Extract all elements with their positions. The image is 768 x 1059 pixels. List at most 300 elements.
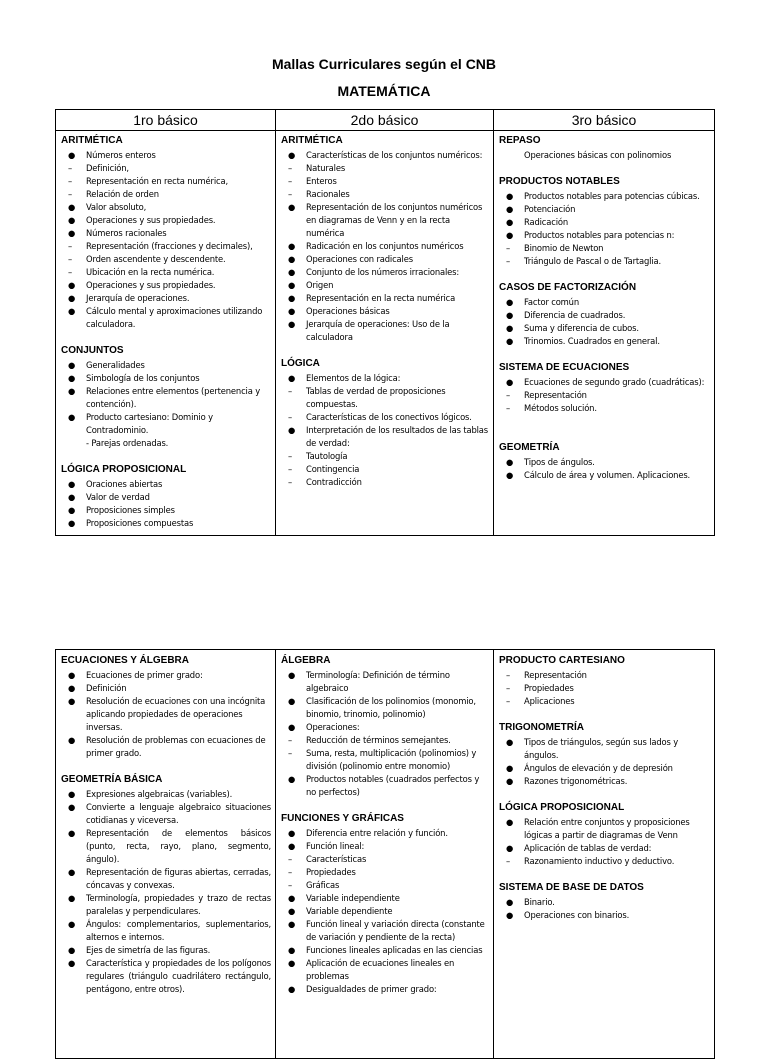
list-item-text: Representación: [524, 390, 587, 400]
list-item: [61, 957, 271, 996]
topic-list: [281, 372, 489, 489]
topic-list: [61, 478, 271, 530]
list-item-text: Representación en recta numérica,: [86, 176, 228, 186]
content-row: [56, 131, 715, 536]
bullet-icon: ●: [288, 984, 296, 994]
list-item: [499, 149, 710, 162]
list-item: [61, 149, 271, 162]
dash-icon: –: [288, 477, 293, 487]
section-heading: ÁLGEBRA: [281, 655, 331, 666]
bullet-icon: ●: [68, 228, 76, 238]
list-item: [499, 469, 710, 482]
bullet-icon: ●: [68, 373, 76, 383]
list-item: [281, 827, 489, 840]
list-item-text: Cálculo mental y aproximaciones utilizando calculadora.: [86, 306, 263, 329]
list-item-text: Operaciones:: [306, 722, 360, 732]
bullet-icon: ●: [68, 215, 76, 225]
column-2do: [276, 131, 494, 536]
list-item-text: Representación en la recta numérica: [306, 293, 456, 303]
list-item-text: Diferencia de cuadrados.: [524, 310, 626, 320]
header-1ro-basico: 1ro básico: [56, 110, 276, 131]
bullet-icon: ●: [506, 897, 514, 907]
bullet-icon: ●: [68, 789, 76, 799]
list-item: [499, 229, 710, 242]
list-item-text: Interpretación de los resultados de las tablas de verdad:: [306, 425, 488, 448]
list-item-text: Función lineal:: [306, 841, 365, 851]
bullet-icon: ●: [68, 945, 76, 955]
bullet-icon: ●: [288, 945, 296, 955]
list-item-text: Características: [306, 854, 367, 864]
bullet-icon: ●: [68, 735, 76, 745]
list-item-text: Tipos de ángulos.: [524, 457, 595, 467]
list-item: [61, 175, 271, 188]
list-item: [281, 944, 489, 957]
bullet-icon: ●: [288, 906, 296, 916]
list-item-text: Expresiones algebraicas (variables).: [86, 789, 233, 799]
list-item: [61, 214, 271, 227]
bullet-icon: ●: [68, 828, 76, 838]
bullet-icon: ●: [288, 150, 296, 160]
list-item-text: Operaciones y sus propiedades.: [86, 280, 216, 290]
list-item: [61, 227, 271, 240]
bullet-icon: ●: [68, 412, 76, 422]
list-item: [499, 909, 710, 922]
topic-list: [499, 376, 710, 415]
list-item: [61, 944, 271, 957]
list-item-text: - Parejas ordenadas.: [86, 438, 169, 448]
list-item-text: Ecuaciones de segundo grado (cuadráticas):: [524, 377, 705, 387]
list-item-text: Naturales: [306, 163, 346, 173]
section-heading: GEOMETRÍA BÁSICA: [61, 774, 163, 785]
bullet-icon: ●: [506, 763, 514, 773]
section-heading: LÓGICA PROPOSICIONAL: [61, 464, 187, 475]
list-item: [281, 695, 489, 721]
list-item: [281, 905, 489, 918]
list-item: [61, 279, 271, 292]
list-item: [499, 682, 710, 695]
dash-icon: –: [288, 386, 293, 396]
list-item-text: Variable independiente: [306, 893, 400, 903]
list-item: [499, 296, 710, 309]
topic-list: [61, 788, 271, 996]
header-3ro-basico: 3ro básico: [494, 110, 715, 131]
list-item: [281, 305, 489, 318]
list-item-text: Terminología, propiedades y trazo de rectas paralelas y perpendiculares.: [86, 893, 271, 916]
list-item-text: Función lineal y variación directa (constante de variación y pendiente de la recta): [306, 919, 485, 942]
list-item: [499, 736, 710, 762]
dash-icon: –: [68, 163, 73, 173]
list-item-text: Conjunto de los números irracionales:: [306, 267, 460, 277]
list-item: [61, 491, 271, 504]
bullet-icon: ●: [288, 319, 296, 329]
list-item: [499, 255, 710, 268]
list-item: [281, 318, 489, 344]
list-item: [281, 372, 489, 385]
dash-icon: –: [288, 176, 293, 186]
list-item-text: Tablas de verdad de proposiciones compuestas.: [306, 386, 446, 409]
list-item-text: Jerarquía de operaciones.: [86, 293, 190, 303]
dash-icon: –: [288, 163, 293, 173]
topic-list: [499, 190, 710, 268]
list-item: [61, 788, 271, 801]
list-item: [281, 279, 489, 292]
list-item-text: Relación de orden: [86, 189, 159, 199]
list-item: [281, 188, 489, 201]
list-item: [61, 385, 271, 411]
bullet-icon: ●: [288, 841, 296, 851]
dash-icon: –: [506, 243, 511, 253]
list-item: [281, 266, 489, 279]
list-item: [61, 201, 271, 214]
list-item: [499, 309, 710, 322]
list-item: [281, 721, 489, 734]
dash-icon: –: [68, 254, 73, 264]
bullet-icon: ●: [68, 867, 76, 877]
list-item: [61, 682, 271, 695]
list-item: [61, 918, 271, 944]
dash-icon: –: [506, 256, 511, 266]
list-item-text: Relaciones entre elementos (pertenencia y contención).: [86, 386, 261, 409]
list-item-text: Productos notables para potencias cúbicas.: [524, 191, 700, 201]
bullet-icon: ●: [68, 293, 76, 303]
list-item-text: Clasificación de los polinomios (monomio, binomio, trinomio, polinomio): [306, 696, 476, 719]
bullet-icon: ●: [288, 293, 296, 303]
list-item-text: Representación de figuras abiertas, cerradas, cóncavas y convexas.: [86, 867, 271, 890]
list-item-text: Suma y diferencia de cubos.: [524, 323, 639, 333]
list-item-text: Jerarquía de operaciones: Uso de la calculadora: [306, 319, 450, 342]
column-1ro-cont: [56, 650, 276, 1059]
list-item: [281, 840, 489, 853]
topic-list: [61, 359, 271, 450]
list-item-text: Generalidades: [86, 360, 145, 370]
curriculum-table-top: [55, 109, 715, 536]
list-item-text: Relación entre conjuntos y proposiciones lógicas a partir de diagramas de Venn: [524, 817, 690, 840]
section-heading: CONJUNTOS: [61, 345, 124, 356]
list-item-text: Factor común: [524, 297, 579, 307]
list-item-text: Gráficas: [306, 880, 340, 890]
list-item: [499, 762, 710, 775]
list-item: [281, 385, 489, 411]
list-item: [281, 734, 489, 747]
curriculum-table-bottom: [55, 649, 715, 1059]
list-item-text: Desigualdades de primer grado:: [306, 984, 437, 994]
list-item-text: Aplicación de tablas de verdad:: [524, 843, 652, 853]
list-item-text: Triángulo de Pascal o de Tartaglia.: [524, 256, 662, 266]
list-item-text: Razones trigonométricas.: [524, 776, 628, 786]
list-item: [281, 669, 489, 695]
dash-icon: –: [288, 189, 293, 199]
list-item-text: Tautología: [306, 451, 348, 461]
bullet-icon: ●: [68, 696, 76, 706]
topic-list: [499, 149, 710, 162]
list-item: [281, 773, 489, 799]
section-heading: CASOS DE FACTORIZACIÓN: [499, 282, 637, 293]
list-item: [281, 747, 489, 773]
list-item-text: Binomio de Newton: [524, 243, 604, 253]
list-item: [61, 437, 271, 450]
bullet-icon: ●: [68, 670, 76, 680]
bullet-icon: ●: [506, 457, 514, 467]
list-item-text: Valor absoluto,: [86, 202, 147, 212]
bullet-icon: ●: [506, 336, 514, 346]
dash-icon: –: [288, 412, 293, 422]
list-item-text: Operaciones con radicales: [306, 254, 413, 264]
topic-list: [499, 669, 710, 708]
list-item-text: Contradicción: [306, 477, 362, 487]
dash-icon: –: [288, 867, 293, 877]
bullet-icon: ●: [506, 217, 514, 227]
list-item-text: Ecuaciones de primer grado:: [86, 670, 203, 680]
bullet-icon: ●: [506, 817, 514, 827]
list-item: [281, 175, 489, 188]
list-item-text: Radicación: [524, 217, 569, 227]
list-item-text: Proposiciones simples: [86, 505, 175, 515]
list-item: [499, 855, 710, 868]
list-item: [499, 376, 710, 389]
bullet-icon: ●: [68, 306, 76, 316]
dash-icon: –: [506, 696, 511, 706]
list-item-text: Binario.: [524, 897, 555, 907]
bullet-icon: ●: [288, 893, 296, 903]
list-item-text: Números racionales: [86, 228, 167, 238]
list-item-text: Característica y propiedades de los polígonos regulares (triángulo cuadrilátero rectángulo, pentágono, entre otros).: [86, 958, 271, 994]
list-item-text: Orden ascendente y descendente.: [86, 254, 226, 264]
bullet-icon: ●: [506, 843, 514, 853]
list-item: [61, 827, 271, 866]
list-item-text: Suma, resta, multiplicación (polinomios) y división (polinomio entre monomio): [306, 748, 477, 771]
list-item: [499, 322, 710, 335]
bullet-icon: ●: [506, 230, 514, 240]
list-item-text: Características de los conectivos lógicos.: [306, 412, 472, 422]
section-heading: FUNCIONES Y GRÁFICAS: [281, 813, 404, 824]
list-item: [281, 918, 489, 944]
topic-list: [499, 456, 710, 482]
list-item: [281, 983, 489, 996]
section-heading: GEOMETRÍA: [499, 442, 560, 453]
section-heading: PRODUCTO CARTESIANO: [499, 655, 625, 666]
section-heading: ARITMÉTICA: [61, 135, 123, 146]
list-item-text: Representación (fracciones y decimales),: [86, 241, 253, 251]
dash-icon: –: [288, 880, 293, 890]
bullet-icon: ●: [506, 191, 514, 201]
topic-list: [281, 669, 489, 799]
list-item: [499, 190, 710, 203]
section-heading: ECUACIONES Y ÁLGEBRA: [61, 655, 189, 666]
list-item: [281, 853, 489, 866]
list-item-text: Origen: [306, 280, 334, 290]
bullet-icon: ●: [288, 958, 296, 968]
topic-list: [499, 816, 710, 868]
column-3ro-cont: [494, 650, 715, 1059]
list-item: [499, 216, 710, 229]
section-heading: SISTEMA DE BASE DE DATOS: [499, 882, 644, 893]
list-item-text: Potenciación: [524, 204, 576, 214]
dash-icon: –: [506, 390, 511, 400]
topic-list: [281, 149, 489, 344]
bullet-icon: ●: [68, 202, 76, 212]
header-row: [56, 110, 715, 131]
list-item-text: Características de los conjuntos numéricos:: [306, 150, 483, 160]
list-item-text: Enteros: [306, 176, 337, 186]
document-title: Mallas Curriculares según el CNB: [271, 56, 497, 72]
list-item: [61, 734, 271, 760]
list-item: [499, 402, 710, 415]
bullet-icon: ●: [288, 373, 296, 383]
list-item-text: Tipos de triángulos, según sus lados y ángulos.: [524, 737, 679, 760]
bullet-icon: ●: [288, 241, 296, 251]
list-item: [61, 866, 271, 892]
list-item-text: Terminología: Definición de término algebraico: [306, 670, 450, 693]
column-2do-cont: [276, 650, 494, 1059]
topic-list: [61, 669, 271, 760]
list-item: [499, 203, 710, 216]
list-item-text: Representación de elementos básicos (punto, recta, rayo, plano, segmento, ángulo).: [86, 828, 271, 864]
bullet-icon: ●: [288, 670, 296, 680]
list-item-text: Funciones lineales aplicadas en las ciencias: [306, 945, 483, 955]
dash-icon: –: [288, 748, 293, 758]
list-item: [281, 253, 489, 266]
list-item-text: Cálculo de área y volumen. Aplicaciones.: [524, 470, 691, 480]
bullet-icon: ●: [288, 267, 296, 277]
dash-icon: –: [506, 683, 511, 693]
list-item-text: Propiedades: [306, 867, 356, 877]
bullet-icon: ●: [506, 310, 514, 320]
list-item: [61, 892, 271, 918]
bullet-icon: ●: [288, 425, 296, 435]
list-item-text: Contingencia: [306, 464, 360, 474]
list-item: [281, 201, 489, 240]
list-item: [281, 476, 489, 489]
list-item: [61, 517, 271, 530]
list-item-text: Producto cartesiano: Dominio y Contradominio.: [86, 412, 213, 435]
column-3ro: [494, 131, 715, 536]
bullet-icon: ●: [506, 737, 514, 747]
bullet-icon: ●: [68, 919, 76, 929]
list-item: [281, 463, 489, 476]
dash-icon: –: [506, 856, 511, 866]
list-item: [61, 359, 271, 372]
bullet-icon: ●: [288, 202, 296, 212]
section-heading: TRIGONOMETRÍA: [499, 722, 584, 733]
list-item-text: Trinomios. Cuadrados en general.: [524, 336, 660, 346]
topic-list: [499, 296, 710, 348]
section-heading: PRODUCTOS NOTABLES: [499, 176, 620, 187]
list-item: [499, 335, 710, 348]
list-item: [281, 424, 489, 450]
bullet-icon: ●: [68, 479, 76, 489]
dash-icon: –: [68, 241, 73, 251]
bullet-icon: ●: [68, 150, 76, 160]
list-item-text: Aplicaciones: [524, 696, 575, 706]
dash-icon: –: [288, 854, 293, 864]
list-item: [499, 896, 710, 909]
bullet-icon: ●: [68, 386, 76, 396]
list-item: [281, 866, 489, 879]
dash-icon: –: [506, 670, 511, 680]
list-item-text: Representación de los conjuntos numéricos en diagramas de Venn y en la recta numérica: [306, 202, 483, 238]
list-item-text: Definición,: [86, 163, 129, 173]
list-item-text: Razonamiento inductivo y deductivo.: [524, 856, 675, 866]
bullet-icon: ●: [68, 958, 76, 968]
list-item-text: Valor de verdad: [86, 492, 150, 502]
list-item-text: Diferencia entre relación y función.: [306, 828, 448, 838]
list-item-text: Operaciones con binarios.: [524, 910, 630, 920]
bullet-icon: ●: [506, 297, 514, 307]
list-item-text: Aplicación de ecuaciones lineales en problemas: [306, 958, 455, 981]
topic-list: [281, 827, 489, 996]
bullet-icon: ●: [288, 919, 296, 929]
list-item: [61, 188, 271, 201]
column-1ro: [56, 131, 276, 536]
list-item: [281, 879, 489, 892]
list-item-text: Resolución de ecuaciones con una incógnita aplicando propiedades de operaciones inversas.: [86, 696, 266, 732]
bullet-icon: ●: [506, 323, 514, 333]
dash-icon: –: [68, 189, 73, 199]
list-item-text: Proposiciones compuestas: [86, 518, 194, 528]
list-item: [499, 456, 710, 469]
list-item-text: Productos notables para potencias n:: [524, 230, 675, 240]
list-item-text: Ejes de simetría de las figuras.: [86, 945, 211, 955]
list-item: [61, 695, 271, 734]
list-item: [61, 478, 271, 491]
list-item: [61, 669, 271, 682]
bullet-icon: ●: [68, 802, 76, 812]
list-item-text: Operaciones y sus propiedades.: [86, 215, 216, 225]
bullet-icon: ●: [68, 683, 76, 693]
section-heading: REPASO: [499, 135, 541, 146]
bullet-icon: ●: [288, 774, 296, 784]
bullet-icon: ●: [288, 280, 296, 290]
list-item: [499, 816, 710, 842]
list-item: [281, 149, 489, 162]
list-item-text: Operaciones básicas: [306, 306, 390, 316]
list-item: [61, 305, 271, 331]
list-item-text: Representación: [524, 670, 587, 680]
list-item-text: Ángulos: complementarios, suplementarios, alternos e internos.: [86, 919, 271, 942]
list-item-text: Productos notables (cuadrados perfectos y no perfectos): [306, 774, 480, 797]
bullet-icon: ●: [506, 776, 514, 786]
bullet-icon: ●: [68, 492, 76, 502]
list-item: [281, 240, 489, 253]
list-item: [281, 292, 489, 305]
list-item: [61, 266, 271, 279]
list-item: [499, 242, 710, 255]
bullet-icon: ●: [506, 910, 514, 920]
list-item-text: Resolución de problemas con ecuaciones de primer grado.: [86, 735, 266, 758]
bullet-icon: ●: [68, 280, 76, 290]
topic-list: [499, 736, 710, 788]
list-item-text: Definición: [86, 683, 127, 693]
header-2do-basico: 2do básico: [276, 110, 494, 131]
list-item: [61, 504, 271, 517]
dash-icon: –: [68, 176, 73, 186]
bullet-icon: ●: [68, 505, 76, 515]
list-item-text: Variable dependiente: [306, 906, 393, 916]
list-item-text: Ángulos de elevación y de depresión: [524, 763, 673, 773]
list-item-text: Métodos solución.: [524, 403, 597, 413]
dash-icon: –: [68, 267, 73, 277]
list-item-text: Simbología de los conjuntos: [86, 373, 200, 383]
list-item-text: Reducción de términos semejantes.: [306, 735, 451, 745]
list-item: [499, 389, 710, 402]
list-item-text: Operaciones básicas con polinomios: [524, 150, 672, 160]
list-item: [281, 450, 489, 463]
topic-list: [499, 896, 710, 922]
bullet-icon: ●: [506, 470, 514, 480]
list-item-text: Racionales: [306, 189, 350, 199]
dash-icon: –: [288, 451, 293, 461]
list-item-text: Propiedades: [524, 683, 574, 693]
